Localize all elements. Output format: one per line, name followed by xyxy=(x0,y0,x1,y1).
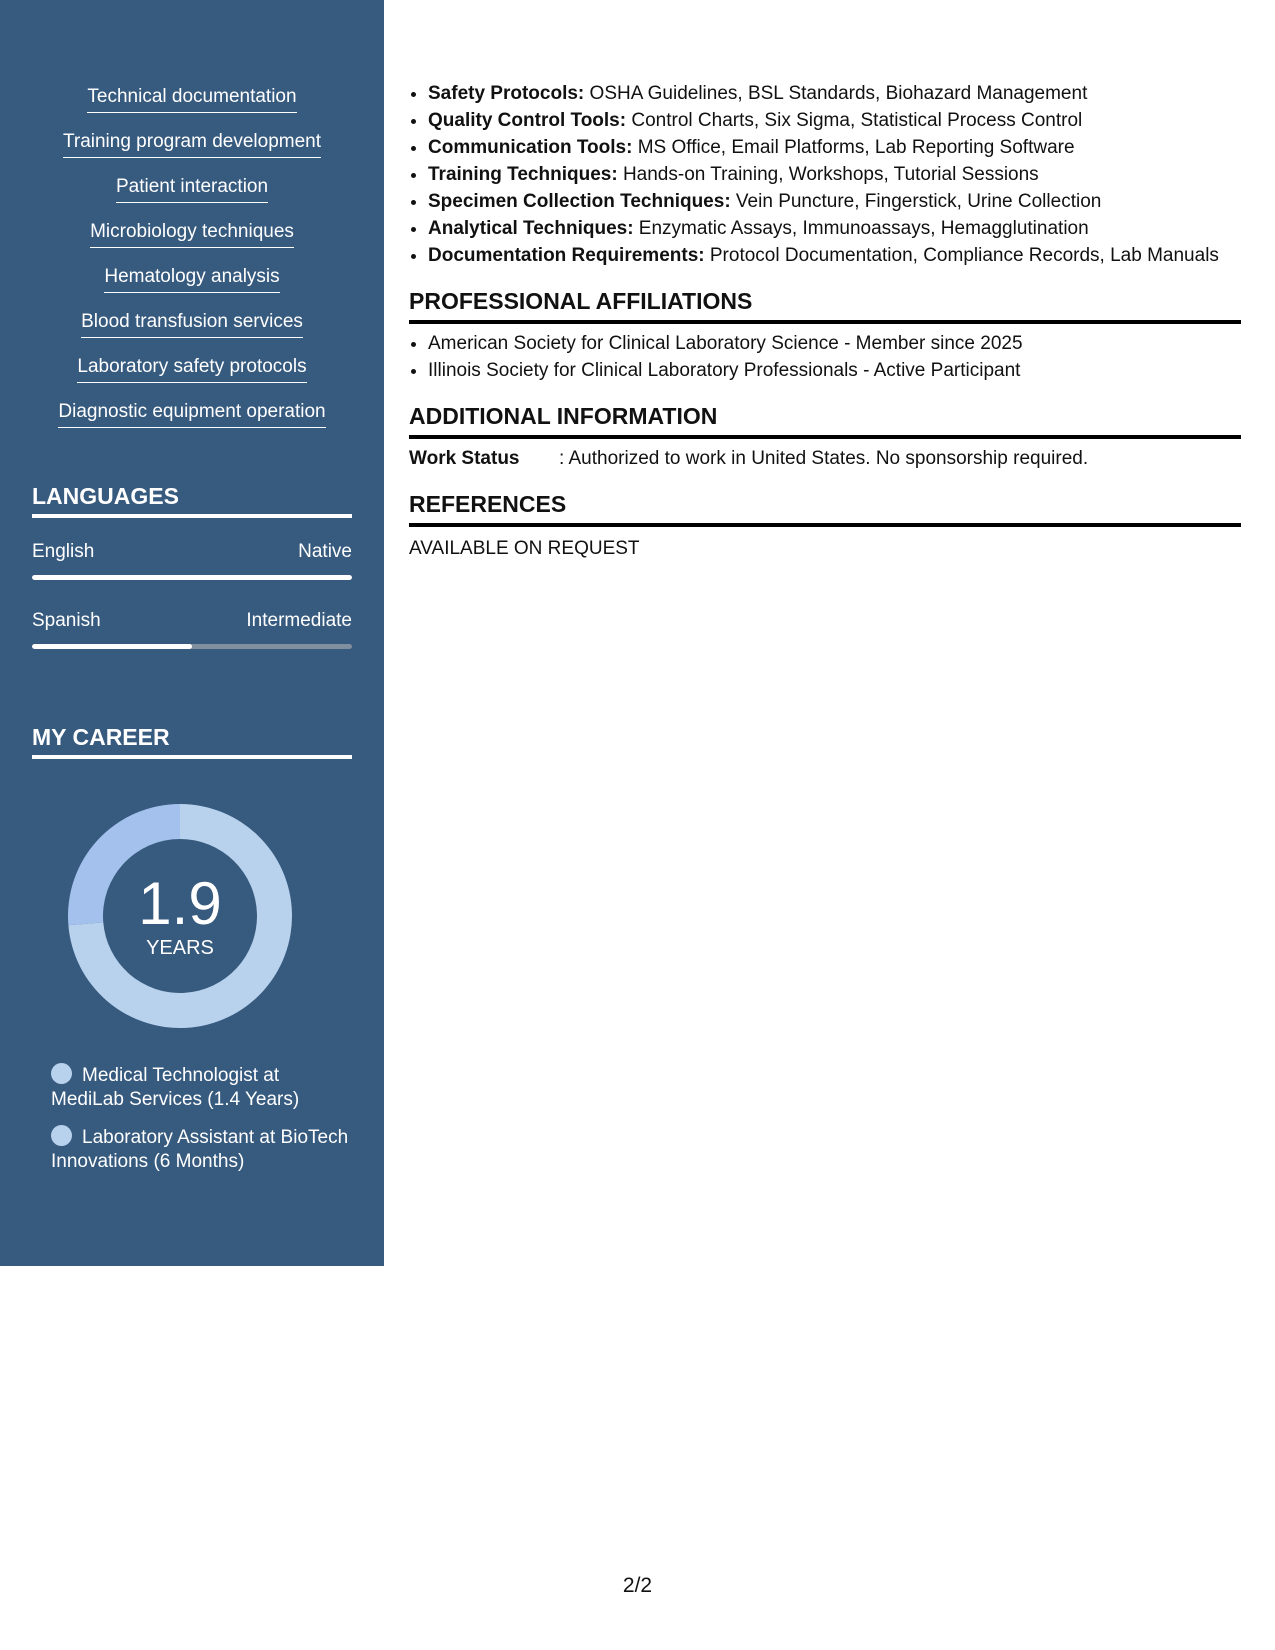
affiliations-list xyxy=(409,330,1241,384)
work-status-value: : Authorized to work in United States. No sponsorship required. xyxy=(559,448,1089,469)
languages-heading: LANGUAGES xyxy=(32,482,352,518)
career-job-text: Laboratory Assistant at BioTech Innovations (6 Months) xyxy=(51,1127,349,1172)
tools-item xyxy=(428,107,1241,134)
skill-item xyxy=(0,86,384,131)
work-status-label: Work Status xyxy=(409,448,520,469)
tools-item-label: Communication Tools: xyxy=(428,137,633,158)
skill-label: Hematology analysis xyxy=(104,266,279,293)
language-name: English xyxy=(32,541,95,562)
tools-item-value: MS Office, Email Platforms, Lab Reporting Software xyxy=(632,137,1075,158)
tools-item-label: Training Techniques: xyxy=(428,164,618,185)
tools-item xyxy=(428,80,1241,107)
skill-label: Patient interaction xyxy=(116,176,268,203)
legend-dot-icon xyxy=(51,1063,72,1084)
language-proficiency-fill xyxy=(32,575,352,580)
skill-item xyxy=(0,401,384,446)
skill-label: Laboratory safety protocols xyxy=(77,356,306,383)
affiliations-heading: PROFESSIONAL AFFILIATIONS xyxy=(409,286,1241,324)
references-heading: REFERENCES xyxy=(409,489,1241,527)
page-number: 2/2 xyxy=(622,1574,653,1597)
skill-label: Training program development xyxy=(63,131,321,158)
language-row-english xyxy=(32,541,352,580)
skill-item xyxy=(0,221,384,266)
skill-item xyxy=(0,176,384,221)
language-proficiency-bar xyxy=(32,644,352,649)
career-job-item xyxy=(51,1063,351,1112)
career-heading: MY CAREER xyxy=(32,723,352,759)
tools-item-value: Enzymatic Assays, Immunoassays, Hemagglutination xyxy=(633,218,1089,239)
tools-list xyxy=(409,80,1241,269)
tools-item xyxy=(428,134,1241,161)
skills-list xyxy=(0,86,384,446)
tools-item-label: Safety Protocols: xyxy=(428,83,585,104)
skill-item xyxy=(0,356,384,401)
skill-item xyxy=(0,131,384,176)
tools-item xyxy=(428,161,1241,188)
tools-item-value: Hands-on Training, Workshops, Tutorial Sessions xyxy=(617,164,1039,185)
tools-item xyxy=(428,242,1241,269)
language-level: Native xyxy=(298,541,352,562)
sidebar xyxy=(0,0,384,1266)
tools-item-label: Specimen Collection Techniques: xyxy=(428,191,731,212)
tools-item-label: Documentation Requirements: xyxy=(428,245,705,266)
language-row-spanish xyxy=(32,610,352,649)
tools-item-label: Analytical Techniques: xyxy=(428,218,634,239)
career-total-value: 1.9 xyxy=(138,870,222,937)
tools-item-label: Quality Control Tools: xyxy=(428,110,627,131)
skill-label: Diagnostic equipment operation xyxy=(58,401,325,428)
career-job-text: Medical Technologist at MediLab Services (1.4 Years) xyxy=(51,1065,300,1110)
language-proficiency-fill xyxy=(32,644,192,649)
career-total-unit: YEARS xyxy=(146,937,214,959)
tools-item-value: Protocol Documentation, Compliance Records, Lab Manuals xyxy=(704,245,1219,266)
skill-label: Blood transfusion services xyxy=(81,311,303,338)
tools-item-value: OSHA Guidelines, BSL Standards, Biohazard Management xyxy=(584,83,1088,104)
tools-item-value: Vein Puncture, Fingerstick, Urine Collection xyxy=(730,191,1102,212)
main-content xyxy=(409,80,1241,562)
tools-item-value: Control Charts, Six Sigma, Statistical Process Control xyxy=(626,110,1083,131)
affiliation-item: • Illinois Society for Clinical Laboratory Professionals - Active Participant xyxy=(428,357,1241,384)
language-level: Intermediate xyxy=(246,610,352,631)
references-text: AVAILABLE ON REQUEST xyxy=(409,538,640,559)
work-status-row xyxy=(409,445,1241,472)
tools-item xyxy=(428,215,1241,242)
career-job-item xyxy=(51,1125,351,1174)
additional-info-heading: ADDITIONAL INFORMATION xyxy=(409,401,1241,439)
skill-item xyxy=(0,266,384,311)
language-proficiency-bar xyxy=(32,575,352,580)
skill-label: Technical documentation xyxy=(87,86,296,113)
tools-item xyxy=(428,188,1241,215)
skill-label: Microbiology techniques xyxy=(90,221,294,248)
legend-dot-icon xyxy=(51,1125,72,1146)
skill-item xyxy=(0,311,384,356)
language-name: Spanish xyxy=(32,610,101,631)
affiliation-item: • American Society for Clinical Laboratory Science - Member since 2025 xyxy=(428,330,1241,357)
